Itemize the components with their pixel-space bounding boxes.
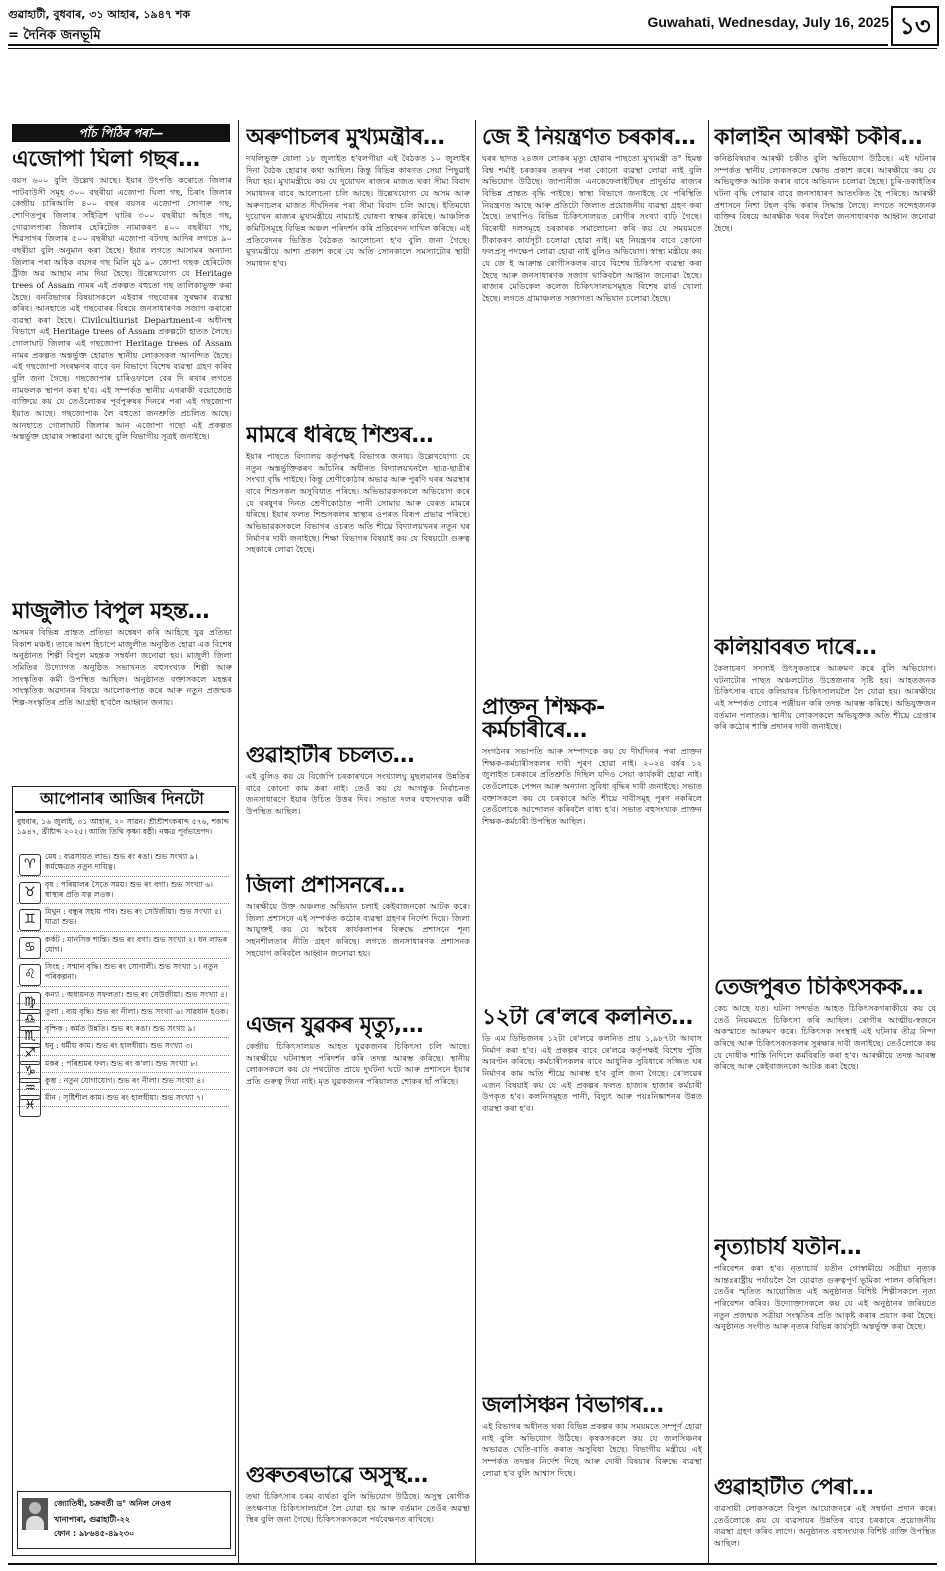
story-arunachal-cm [246, 126, 470, 416]
column-divider [708, 120, 709, 1563]
story-seriously-ill [246, 1464, 470, 1556]
zodiac-icon: ♋ [19, 937, 41, 959]
article-body: ডি এম ডিভিজনৰ ১২টা ৰে'লৱে কলনিত প্ৰায় ১,৯৮৭টা আবাস নিৰ্মাণ কৰা হ'ব। এই প্ৰকল্পৰ বাবে ৰে'লৱে কৰ্তৃপক্ষই বিশেষ পুঁজি আবণ্টন কৰিছে। কৰ্মচাৰীসকলৰ বাবে আধুনিক সুবিধাৰে সজ্জিত ঘৰ নিৰ্মাণৰ কাম অতি শীঘ্ৰে আৰম্ভ হ'ব বুলি জনা গৈছে। ৰে'লৱেৰ এজন বিষয়াই কয় যে এই প্ৰকল্পৰ ফলত হাজাৰ হাজাৰ কৰ্মচাৰী উপকৃত হ'ব। কলনিসমূহত পানী, বিদ্যুৎ আৰু পয়ঃনিষ্কাশনৰ উন্নত ব্যৱস্থা কৰা হ'ব। [482, 1033, 702, 1113]
article-body: কেচ আছে যত। ঘটনা সন্দৰ্ভত আহত চিকিৎসকগৰাকীয়ে কয় যে তেওঁ নিয়মমতে চিকিৎসা কৰি আছিল। ৰোগীৰ আত্মীয়-স্বজনে অকস্মাতে আক্ৰমণ কৰে। চিকিৎসক সংস্থাই এই ঘটনাৰ তীব্ৰ নিন্দা কৰিছে আৰু চিকিৎসকসকলৰ সুৰক্ষাৰ দাবী জনাইছে। তেওঁলোকে কয় যে দোষীক শাস্তি নিদিলে কৰ্মবিৰতি কৰা হ'ব। আৰক্ষীয়ে তদন্ত আৰম্ভ কৰিছে আৰু কেইবাজনকো আটক কৰা হৈছে। [714, 1003, 936, 1072]
horoscope-row [17, 959, 229, 987]
column-divider [238, 120, 239, 1563]
article-body: এই বিভাগৰ অধীনত থকা বিভিন্ন প্ৰকল্পৰ কাম সময়মতে সম্পূৰ্ণ হোৱা নাই বুলি অভিযোগ উঠিছে। কৃষকসকলে কয় যে জলসিঞ্চনৰ অভাৱত খেতি-বাতি কৰাত অসুবিধা হৈছে। বিভাগীয় মন্ত্ৰীয়ে এই সম্পৰ্কত তদন্তৰ নিৰ্দেশ দিছে আৰু দোষী বিষয়াৰ বিৰুদ্ধে ব্যৱস্থা লোৱা হ'ব বুলি আশ্বাস দিছে। [482, 1421, 702, 1478]
article-body: কৈলাচৰণ সদস্যই উৎসুকতাৰে আক্ৰমণ কৰে বুলি অভিযোগ। ঘটনাটোৰ পাছত অঞ্চলটোত উত্তেজনাৰ সৃষ্টি হয়। আহতজনক চিকিৎসাৰ বাবে কলিয়াবৰ চিকিৎসালয়লৈ লৈ যোৱা হয়। আৰক্ষীয়ে এই সম্পৰ্কত গোচৰ পঞ্জীয়ন কৰি তদন্ত আৰম্ভ কৰিছে। অভিযুক্তজন বৰ্তমান পলাতক। স্থানীয় লোকসকলে অভিযুক্তক অতি শীঘ্ৰে গ্ৰেপ্তাৰ কৰি কঠোৰ শাস্তি প্ৰদানৰ দাবী জনাইছে। [714, 663, 936, 732]
article-body: তথা চিকিৎসাৰ চৰম ব্যৰ্থতা বুলি অভিযোগ উঠিছে। অসুস্থ ৰোগীক তৎক্ষণাত চিকিৎসালয়লৈ লৈ যোৱা হয় আৰু বৰ্তমান তেওঁৰ অৱস্থা স্থিৰ বুলি জনা গৈছে। চিকিৎসকসকলে পৰ্যবেক্ষণত ৰাখিছে। [246, 1491, 470, 1525]
headline: জে ই নিয়ন্ত্ৰণত চৰকাৰ… [482, 126, 696, 150]
horoscope-row [17, 904, 229, 932]
headline: গুৱাহাটীৰ চচলত… [246, 744, 415, 768]
zodiac-icon: ♍ [19, 992, 41, 1014]
zodiac-icon: ♎ [19, 1009, 41, 1031]
astrologer-phone: ফোন : ৯৮৬৪৫-৪৯২৩০ [54, 1529, 135, 1538]
headline: জিলা প্ৰশাসনৰে… [246, 874, 405, 898]
article-body: এই বুলিও কয় যে বিজেপি চৰকাৰখনে সংখ্যালঘু মুছলমানৰ উন্নতিৰ বাবে কোনো কাম কৰা নাই। তেওঁ কয় যে আগন্তুক নিৰ্বাচনত জনসাধাৰণে ইয়াৰ উচিত উত্তৰ দিব। সভাত দলৰ বহুসংখ্যক কৰ্মী উপস্থিত আছিল। [246, 771, 470, 817]
zodiac-icon: ♑ [19, 1061, 41, 1083]
horoscope-row [17, 932, 229, 960]
horoscope-text: কন্যা : অধ্যয়নত সফলতা। শুভ ৰং সেউজীয়া। শুভ সংখ্যা ৫। [45, 989, 228, 999]
horoscope-text: মেষ : ব্যৱসায়ত লাভ। শুভ ৰং ৰঙা। শুভ সংখ্যা ৯। কৰ্মক্ষেত্ৰত নতুন দায়িত্ব। [45, 852, 198, 872]
astrologer-box [17, 1491, 231, 1549]
zodiac-icon: ♈ [19, 854, 41, 876]
horoscope-text: ধনু : ধৰ্মীয় কাম। শুভ ৰং হালধীয়া। শুভ সংখ্যা ৩। [45, 1041, 193, 1051]
story-guwahati [246, 744, 470, 864]
headline: অৰুণাচলৰ মুখ্যমন্ত্ৰীৰ… [246, 126, 445, 150]
story-majuli [12, 600, 232, 772]
article-body: বয়স ৬০০ বুলি উল্লেখ আছে। ইয়াৰ উৎপত্তি কৰোতে জিলাৰ পাটবাউসী সমূহ ৩০০ বছৰীয়া এজোপা ঘিলা গছ, চিৰাং জিলাৰ কেন্দ্ৰীয় চাৰিআলি ৪০০ বছৰ বয়সৰ এজোপা সোণাৰু গছ, শোণিতপুৰ জিলাৰ সাঁইত্ৰিশ ঘাটৰ ৩০০ বছৰীয়া আঁহত গছ, গোৱালপাৰা জিলাৰ হেৰিটেজ নামাকৰণ ৪০০ বছৰীয়া গছ, শিৱসাগৰ জিলাৰ ৫০০ বছৰীয়া এজোপা বটগছ আদিৰ লগতে ৯০ বছৰীয়া বুলি অনুমান কৰা হৈছে। ইয়াৰ লগতে আসামৰ অন্যান্য জিলাৰ পৰা অধিক বয়সৰ গছ মিলি মুঠ ৯০ জোপা গছক হেৰিটেজ ট্ৰীজ অৱ আছাম নাম দিয়া হৈছে। উল্লেখযোগ্য যে Heritage trees of Assam নামৰ এই প্ৰকল্পত বহুতো গছ তালিকাভুক্ত কৰা হৈছে। বনবিভাগৰ বিষয়াসকলে এইবাৰ গছবোৰৰ সুৰক্ষাৰ ব্যৱস্থা কৰিব। আনহাতে এই গছবোৰৰ বিষয়ে জনসাধাৰণক সজাগ কৰাৰো ব্যৱস্থা কৰা হৈছে। Civilcultiurist Department-ৰ অধীনস্থ বিভাগে এই Heritage trees of Assam প্ৰকল্পটো হাতত লৈছে। গোলাঘাট জিলাৰ এই গছজোপা Heritage trees of Assam নামৰ প্ৰকল্পত অন্তৰ্ভুক্ত হোৱাত স্থানীয় লোকসকল আনন্দিত হৈছে। এই গছজোপা সংৰক্ষণৰ বাবে বন বিভাগে বিশেষ ব্যৱস্থা গ্ৰহণ কৰিব বুলি জনা গৈছে। গছজোপাৰ চাৰিওফালে বেৰ দি ৰখাৰ লগতে নামফলক স্থাপন কৰা হ'ব। এই সম্পৰ্কত স্থানীয় এগৰাকী বয়োজ্যেষ্ঠ ব্যক্তিয়ে কয় যে তেওঁলোকৰ পূৰ্বপুৰুষৰ দিনৰে পৰা এই গছজোপা ইয়াত আছে। গছজোপাক লৈ বহুতো জনশ্ৰুতি প্ৰচলিত আছে। আনহাতে গোলাঘাট জিলাৰ আন এজোপা গছো এই প্ৰকল্পত অন্তৰ্ভুক্ত হোৱাৰ সম্ভাৱনা আছে বুলি বিভাগীয় সূত্ৰই জনাইছে। [12, 175, 232, 442]
story-kalain-police [714, 126, 936, 626]
horoscope-text: কুম্ভ : নতুন যোগাযোগ। শুভ ৰং নীলা। শুভ সংখ্যা ৪। [45, 1075, 205, 1085]
story-irrigation [482, 1394, 702, 1556]
story-former-teachers [482, 696, 702, 996]
horoscope-list [13, 849, 233, 1113]
horoscope-row [17, 1056, 229, 1079]
astrologer-address: খানাপাৰা, গুৱাহাটী-২২ [54, 1515, 131, 1524]
headline: এজন যুৱকৰ মৃত্যু,… [246, 1014, 424, 1038]
story-kaliabor [714, 636, 936, 966]
horoscope-text: বৃশ্চিক : কৰ্মত উন্নতি। শুভ ৰং ৰঙা। শুভ সংখ্যা ৯। [45, 1024, 196, 1033]
story-dance-guru [714, 1236, 936, 1466]
zodiac-icon: ♒ [19, 1078, 41, 1100]
page-number: ১৩ [891, 6, 939, 46]
horoscope-text: তুলা : ব্যয় বৃদ্ধি। শুভ ৰং নীলা। শুভ সংখ্যা ৬। সাৱধান হওক। [45, 1006, 229, 1016]
headline: এজোপা ঘিলা গছৰ… [12, 148, 200, 172]
article-body: অসমৰ বিভিন্ন প্ৰান্তত প্ৰতিভা অন্বেষণ কৰি আহিছে যুৱ প্ৰতিভা বিকাশ মঞ্চই। তাৰে অংশ হিচাপে মাজুলীত অনুষ্ঠিত হোৱা এক বিশেষ অনুষ্ঠানত শিল্পী বিপুল মহন্তক সম্বৰ্ধনা জনোৱা হয়। মাজুলী জিলা সমিতিৰ উদ্যোগত অনুষ্ঠিত সভাখনত বহুসংখ্যক শিল্পী আৰু সাংস্কৃতিক কৰ্মী উপস্থিত আছিল। অনুষ্ঠানত বক্তাসকলে মহন্তৰ সাংস্কৃতিক অৱদানৰ বিষয়ে আলোকপাত কৰে আৰু নতুন প্ৰজন্মক শিল্প-সংস্কৃতিৰ প্ৰতি আগ্ৰহী হ'বলৈ আহ্বান জনায়। [12, 627, 232, 707]
horoscope-row [17, 1021, 229, 1044]
horoscope-panel [12, 786, 236, 1556]
article-body: কেন্দ্ৰীয় চিকিৎসালয়ত আহত যুৱকজনৰ চিকিৎসা চলি আছে। আৰক্ষীয়ে ঘটনাস্থল পৰিদৰ্শন কৰি তদন্ত আৰম্ভ কৰিছে। স্থানীয় লোকসকলে কয় যে পথটোত প্ৰায়ে দুৰ্ঘটনা ঘটে আৰু প্ৰশাসনে ইয়াৰ প্ৰতি গুৰুত্ব দিয়া নাই। মৃত যুৱকজনৰ পৰিয়ালত শোকৰ ছাঁ পৰিছে। [246, 1041, 470, 1087]
headline: মাজুলীত বিপুল মহন্ত… [12, 600, 210, 624]
story-tezpur-doctor [714, 976, 936, 1226]
paper-name: = দৈনিক জনভূমি [8, 28, 101, 43]
story-mould-child [246, 424, 470, 734]
dateline-english: Guwahati, Wednesday, July 16, 2025 [647, 14, 889, 30]
headline: প্ৰাক্তন শিক্ষক-কৰ্মচাৰীৰে… [482, 696, 605, 744]
headline: জলসিঞ্চন বিভাগৰ… [482, 1394, 664, 1418]
story-youth-death [246, 1014, 470, 1454]
article-body: পৰিবেশন কৰা হ'ব। নৃত্যাচাৰ্য যতীন গোস্বামীয়ে সত্ৰীয়া নৃত্যক আন্তঃৰাষ্ট্ৰীয় পৰ্যায়লৈ লৈ যোৱাত গুৰুত্বপূৰ্ণ ভূমিকা পালন কৰিছিল। তেওঁৰ স্মৃতিত আয়োজিত এই অনুষ্ঠানত বিশিষ্ট শিল্পীসকলে নৃত্য পৰিবেশন কৰিব। উদ্যোক্তাসকলে কয় যে এই অনুষ্ঠানৰ জৰিয়তে নতুন প্ৰজন্মক সত্ৰীয়া সংস্কৃতিৰ প্ৰতি আকৃষ্ট কৰাৰ প্ৰয়াস কৰা হৈছে। অনুষ্ঠানত সংগীত আৰু নৃত্যৰ বিভিন্ন কাৰ্যসূচী অন্তৰ্ভুক্ত কৰা হৈছে। [714, 1263, 936, 1332]
horoscope-text: কৰ্কট : মানসিক শান্তি। শুভ ৰং বগা। শুভ সংখ্যা ২। ধন লাভৰ যোগ। [45, 934, 228, 954]
paper-name-text: দৈনিক জনভূমি [23, 28, 101, 43]
dateline-assamese: গুৱাহাটী, বুধবাৰ, ৩১ আহাৰ, ১৯৪৭ শক [8, 8, 191, 21]
article-body: দখলিভুক্ত বোলা ১৮ জুলাইত হ'বলগীয়া এই বৈঠকত ১০ জুলাইৰ দিনা বৈঠক হোৱাৰ কথা আছিল। কিন্তু বিভিন্ন কাৰণত সেয়া পিছুৱাই দিয়া হয়। মুখ্যমন্ত্ৰীয়ে কয় যে দুয়োখন ৰাজ্যৰ মাজত থকা সীমা বিবাদ সমাধানৰ বাবে আলোচনা চলি আছে। উল্লেখযোগ্য যে অসম আৰু অৰুণাচলৰ মাজত দীৰ্ঘদিনৰ পৰা সীমা বিবাদ চলি আছে। ইতিমধ্যে দুয়োখন ৰাজ্যৰ মুখ্যমন্ত্ৰীয়ে নামচাই ঘোষণা স্বাক্ষৰ কৰিছে। আঞ্চলিক কমিটিসমূহে বিভিন্ন অঞ্চল পৰিদৰ্শন কৰি প্ৰতিবেদন দাখিল কৰিছে। এই প্ৰতিবেদনৰ ভিত্তিত বৈঠকত আলোচনা হ'ব বুলি জনা গৈছে। মুখ্যমন্ত্ৰীয়ে আশা প্ৰকাশ কৰে যে অতি সোনকালে সমস্যাটোৰ স্থায়ী সমাধান হ'ব। [246, 153, 470, 268]
zodiac-icon: ♏ [19, 1026, 41, 1048]
page-header [0, 0, 945, 62]
astrologer-photo [22, 1498, 48, 1530]
horoscope-row [17, 1038, 229, 1062]
horoscope-text: সিংহ : সন্মান বৃদ্ধি। শুভ ৰং সোণালী। শুভ সংখ্যা ১। নতুন পৰিকল্পনা। [45, 962, 218, 982]
headline: কলিয়াবৰত দাৰে… [714, 636, 877, 660]
story-heritage-tree [12, 148, 232, 588]
headline: ১২টা ৰে'লৰে কলনিত… [482, 1006, 693, 1030]
article-body: আৰক্ষীয়ে উক্ত অঞ্চলত অভিযান চলাই কেইবাজনকো আটক কৰে। জিলা প্ৰশাসনে এই সম্পৰ্কত কঠোৰ ব্যৱস্থা গ্ৰহণৰ নিৰ্দেশ দিয়ে। জিলা আয়ুক্তই কয় যে অবৈধ কাৰ্যকলাপৰ বিৰুদ্ধে প্ৰশাসনে শূন্য সহনশীলতাৰ নীতি গ্ৰহণ কৰিছে। লগতে জনসাধাৰণক প্ৰশাসনক সহযোগ কৰিবলৈ আহ্বান জনোৱা হয়। [246, 901, 470, 958]
horoscope-text: মীন : সৃষ্টিশীল কাম। শুভ ৰং হালধীয়া। শুভ সংখ্যা ৭। [45, 1093, 204, 1102]
zodiac-icon: ♓ [19, 1095, 41, 1117]
headline: মামৰে ধৰিছে শিশুৰ… [246, 424, 434, 448]
horoscope-intro: বুধবাৰ, ১৬ জুলাই, ৩১ আহাৰ, ২০ সাৱন। শ্ৰীশ্ৰীশংকৰাব্দ ৫৭৬, শকাব্দ ১৯৪৭, খ্ৰীষ্টাব্দ ২০২৫। আজি তিথি কৃষ্ণা ষষ্ঠী। নক্ষত্ৰ পূৰ্বভাদ্ৰপদ। [17, 817, 229, 837]
story-railway-colony [482, 1006, 702, 1386]
footer-rule [8, 1563, 937, 1565]
headline: গুৰুতৰভাৱে অসুস্থ… [246, 1464, 428, 1488]
astrologer-name: জ্যোতিষী, চক্ৰবৰ্তী ড° অনিল নেওগ [54, 1499, 171, 1508]
article-body: ঘৰৰ ছাদত ২৪জন লোকৰ মৃত্যু হোৱাৰ পাছতো মুখ্যমন্ত্ৰী ড° হিমন্ত বিশ্ব শৰ্মাই চৰকাৰৰ তৰফৰ পৰা কোনো ব্যৱস্থা লোৱা নাই বুলি অভিযোগ উঠিছে। জাপানীজ এনকেফেলাইটিছৰ প্ৰাদুৰ্ভাৱ ৰাজ্যৰ বিভিন্ন প্ৰান্তত বৃদ্ধি পাইছে। স্বাস্থ্য বিভাগে জনাইছে যে পৰিস্থিতি নিয়ন্ত্ৰণত আছে আৰু প্ৰতিটো জিলাত প্ৰয়োজনীয় ব্যৱস্থা গ্ৰহণ কৰা হৈছে। তথাপিও বিভিন্ন চিকিৎসালয়ত ৰোগীৰ সংখ্যা বাঢ়ি গৈছে। বিৰোধী দলসমূহে চৰকাৰক সমালোচনা কৰি কয় যে সময়মতে টীকাকৰণ কাৰ্যসূচী চলোৱা হোৱা নাই। মহ নিয়ন্ত্ৰণৰ বাবে কোনো ফলপ্ৰসূ পদক্ষেপ লোৱা হোৱা নাই বুলিও অভিযোগ। স্বাস্থ্য মন্ত্ৰীয়ে কয় যে জে ই আক্ৰান্ত ৰোগীসকলৰ বাবে বিশেষ চিকিৎসা ব্যৱস্থা কৰা হৈছে আৰু জনসাধাৰণক সজাগ থাকিবলৈ আহ্বান জনোৱা হৈছে। ৰাজ্যৰ মেডিকেল কলেজ চিকিৎসালয়সমূহত বিশেষ ৱাৰ্ড খোলা হৈছে। লগতে গ্ৰামাঞ্চলত সজাগতা অভিযান চলোৱা হৈছে। [482, 153, 702, 303]
headline: গুৱাহাটীত পেৰা… [714, 1476, 874, 1500]
article-body: ব্যৱসায়ী লোকসকলে বিপুল আয়োজনৰে এই সম্বৰ্ধনা প্ৰদান কৰে। তেওঁলোকে কয় যে ব্যৱসায়ৰ উন্নতিৰ বাবে চৰকাৰে প্ৰয়োজনীয় ব্যৱস্থা গ্ৰহণ কৰিব লাগে। অনুষ্ঠানত বহুসংখ্যক বিশিষ্ট ব্যক্তি উপস্থিত আছিল। [714, 1503, 936, 1549]
zodiac-icon: ♌ [19, 964, 41, 986]
headline: নৃত্যাচাৰ্য যতীন… [714, 1236, 862, 1260]
horoscope-text: মকৰ : পৰিশ্ৰমৰ ফল। শুভ ৰং ক'লা। শুভ সংখ্যা ৮। [45, 1058, 198, 1068]
zodiac-icon: ♉ [19, 882, 41, 904]
headline: তেজপুৰত চিকিৎসকক… [714, 976, 924, 1000]
continued-kicker: পাঁচ পিঠিৰ পৰা— [12, 124, 230, 142]
headline: কালাইন আৰক্ষী চকীৰ… [714, 126, 923, 150]
article-body: ইয়াৰ পাছতে বিদ্যালয় কৰ্তৃপক্ষই বিভাগক জনায়। উল্লেখযোগ্য যে নতুন অন্তৰ্ভুক্তিকৰণ আঁচনিৰ অধীনত বিদ্যালয়খনলৈ ছাত্ৰ-ছাত্ৰীৰ সংখ্যা বৃদ্ধি পাইছে। কিন্তু শ্ৰেণীকোঠাৰ অভাৱ আৰু পুৰণি ঘৰৰ অৱস্থাৰ বাবে শিশুসকল অসুবিধাত পৰিছে। অভিভাৱকসকলে অভিযোগ কৰে যে বৰষুণৰ দিনত শ্ৰেণীকোঠাত পানী সোমায় আৰু বেৰত মামৰে ধৰিছে। ইয়াৰ ফলত শিশুসকলৰ স্বাস্থ্যৰ ওপৰত বিৰূপ প্ৰভাৱ পৰিছে। অভিভাৱকসকলে বিভাগৰ ওচৰত অতি শীঘ্ৰে বিদ্যালয়খনৰ নতুন ঘৰ নিৰ্মাণৰ দাবী জনাইছে। শিক্ষা বিভাগৰ বিষয়াই কয় যে বিষয়টো গুৰুত্ব সহকাৰে লোৱা হৈছে। [246, 451, 470, 555]
horoscope-title: আপোনাৰ আজিৰ দিনটো [15, 787, 229, 813]
horoscope-text: বৃষ : পৰিয়ালৰ সৈতে সময়। শুভ ৰং বগা। শুভ সংখ্যা ৬। স্বাস্থ্যৰ প্ৰতি যত্ন লওক। [45, 879, 213, 899]
article-body: সংগঠনৰ সভাপতি আৰু সম্পাদকে কয় যে দীৰ্ঘদিনৰ পৰা প্ৰাক্তন শিক্ষক-কৰ্মচাৰীসকলৰ দাবী পূৰণ হোৱা নাই। ২০২৪ বৰ্ষৰ ১২ জুলাইত চৰকাৰে প্ৰতিশ্ৰুতি দিছিল যদিও সেয়া কাৰ্যকৰী হোৱা নাই। তেওঁলোকে পেন্সন আৰু অন্যান্য সুবিধা বৃদ্ধিৰ দাবী জনাইছে। সভাত বক্তাসকলে কয় যে চৰকাৰে অতি শীঘ্ৰে দাবীসমূহ পূৰণ নকৰিলে তেওঁলোকে আন্দোলন কৰিবলৈ বাধ্য হ'ব। সভাত বহুসংখ্যক প্ৰাক্তন শিক্ষক-কৰ্মচাৰী উপস্থিত আছিল। [482, 746, 702, 827]
story-guwahati-pera [714, 1476, 936, 1556]
horoscope-row [17, 987, 229, 1010]
header-rule-thin [8, 48, 937, 49]
article-body: কনিষ্ঠবিষয়াৰ আৰক্ষী চকীত বুলি অভিযোগ উঠিছে। এই ঘটনাৰ সম্পৰ্কত স্থানীয় লোকসকলে ক্ষোভ প্ৰকাশ কৰে। আৰক্ষীয়ে কয় যে অভিযুক্তক আটক কৰাৰ বাবে অভিযান চলোৱা হৈছে। চুৰি-ডকাইতিৰ ঘটনা বৃদ্ধি পোৱাৰ বাবে জনসাধাৰণ আতংকিত হৈ পৰিছে। আৰক্ষী প্ৰশাসনে নিশা টহল বৃদ্ধি কৰাৰ সিদ্ধান্ত লৈছে। লগতে সন্দেহজনক ব্যক্তিৰ বিষয়ে আৰক্ষীক খবৰ দিবলৈ জনসাধাৰণক আহ্বান জনোৱা হৈছে। [714, 153, 936, 233]
horoscope-row [17, 1073, 229, 1096]
header-rule [8, 44, 888, 46]
zodiac-icon: ♐ [19, 1043, 41, 1065]
story-je-control [482, 126, 702, 686]
horoscope-row [17, 1090, 229, 1113]
story-district-admin [246, 874, 470, 1004]
horoscope-row [17, 877, 229, 905]
horoscope-row [17, 1004, 229, 1027]
horoscope-row [17, 849, 229, 877]
column-divider [475, 120, 476, 1563]
horoscope-text: মিথুন : বন্ধুৰ সহায় পাব। শুভ ৰং সেউজীয়া। শুভ সংখ্যা ৫। যাত্ৰা শুভ। [45, 907, 222, 927]
zodiac-icon: ♊ [19, 909, 41, 931]
